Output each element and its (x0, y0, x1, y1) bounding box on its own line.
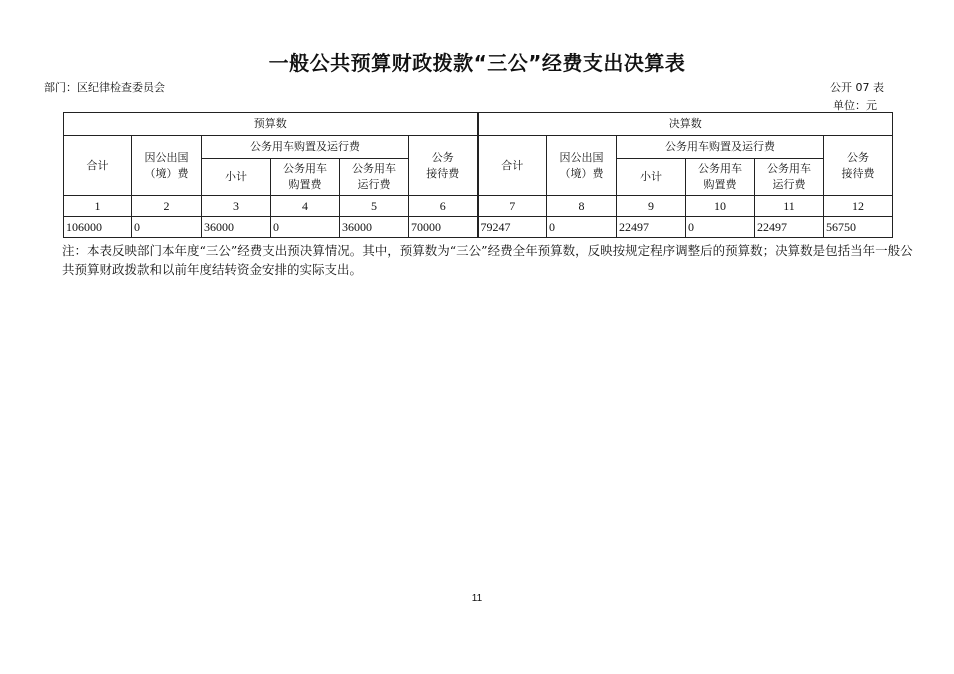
header-final-vehicle-group: 公务用车购置及运行费 (617, 136, 824, 159)
column-number: 3 (202, 196, 271, 217)
column-number: 6 (409, 196, 478, 217)
header-final-reception-line2: 接待费 (841, 166, 875, 180)
header-budget-vehicle-buy-line2: 购置费 (288, 178, 322, 191)
column-number: 10 (686, 196, 755, 217)
header-final-abroad-line2: （境）费 (559, 166, 604, 180)
department-label: 部门：区纪律检查委员会 (44, 81, 165, 94)
column-number: 5 (340, 196, 409, 217)
header-final-vehicle-buy-line1: 公务用车 (698, 162, 742, 175)
header-budget-group: 预算数 (64, 113, 478, 136)
header-budget-abroad (132, 136, 202, 196)
header-budget-subtotal: 小计 (202, 159, 271, 196)
column-number-row (64, 196, 893, 217)
header-final-subtotal: 小计 (617, 159, 686, 196)
header-budget-reception (409, 136, 478, 196)
header-budget-vehicle-run-line2: 运行费 (357, 178, 391, 191)
unit-label: 单位：元 (833, 99, 877, 112)
header-budget-vehicle-buy (271, 159, 340, 196)
table-note: 注：本表反映部门本年度“三公”经费支出预决算情况。其中，预算数为“三公”经费全年预算数，反映按规定程序调整后的预算数；决算数是包括当年一般公共预算财政拨款和以前年度结转资金安排的实际支出。 (62, 243, 913, 277)
header-budget-total: 合计 (64, 136, 132, 196)
header-budget-abroad-line2: （境）费 (144, 166, 189, 180)
header-final-vehicle-run-line2: 运行费 (772, 178, 806, 191)
header-final-total: 合计 (478, 136, 547, 196)
header-final-reception (824, 136, 893, 196)
expense-table (63, 112, 893, 238)
header-final-vehicle-run-line1: 公务用车 (767, 162, 811, 175)
header-final-abroad-line1: 因公出国 (559, 150, 604, 164)
header-budget-vehicle-buy-line1: 公务用车 (283, 162, 327, 175)
header-final-abroad (547, 136, 617, 196)
value-cell: 36000 (340, 217, 409, 238)
header-budget-vehicle-run-line1: 公务用车 (352, 162, 396, 175)
column-number: 9 (617, 196, 686, 217)
header-budget-reception-line1: 公务 (431, 150, 454, 164)
value-cell: 0 (132, 217, 202, 238)
header-budget-reception-line2: 接待费 (426, 166, 460, 180)
header-final-vehicle-run (755, 159, 824, 196)
value-cell: 106000 (64, 217, 132, 238)
column-number: 4 (271, 196, 340, 217)
column-number: 11 (755, 196, 824, 217)
page-number: 11 (471, 593, 483, 604)
value-cell: 36000 (202, 217, 271, 238)
page-title: 一般公共预算财政拨款“三公”经费支出决算表 (268, 51, 686, 75)
header-final-reception-line1: 公务 (847, 150, 869, 164)
header-final-vehicle-buy (686, 159, 755, 196)
value-cell: 0 (686, 217, 755, 238)
table-row (64, 217, 893, 238)
table-code: 公开 07 表 (830, 81, 884, 94)
value-cell: 56750 (824, 217, 893, 238)
header-final-vehicle-buy-line2: 购置费 (703, 178, 737, 191)
header-final-group: 决算数 (478, 113, 893, 136)
value-cell: 22497 (755, 217, 824, 238)
column-number: 7 (478, 196, 547, 217)
value-cell: 0 (271, 217, 340, 238)
column-number: 2 (132, 196, 202, 217)
column-number: 8 (547, 196, 617, 217)
value-cell: 0 (547, 217, 617, 238)
column-number: 12 (824, 196, 893, 217)
header-budget-vehicle-run (340, 159, 409, 196)
header-budget-vehicle-group: 公务用车购置及运行费 (202, 136, 409, 159)
header-budget-abroad-line1: 因公出国 (144, 150, 189, 164)
value-cell: 79247 (478, 217, 547, 238)
value-cell: 22497 (617, 217, 686, 238)
value-cell: 70000 (409, 217, 478, 238)
column-number: 1 (64, 196, 132, 217)
